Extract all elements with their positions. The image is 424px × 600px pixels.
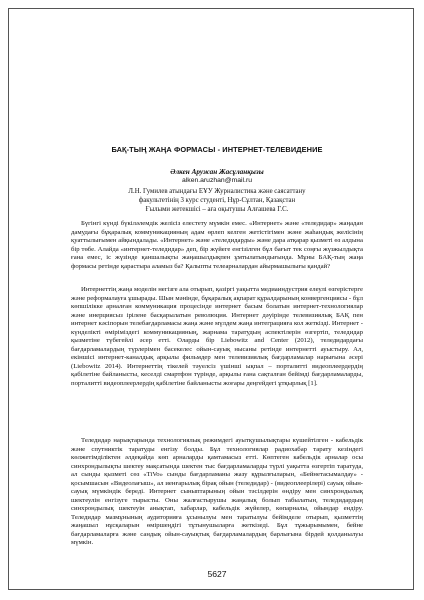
- document-page: [8, 8, 414, 590]
- page-number: 5627: [207, 569, 227, 579]
- supervisor-line: Ғылыми жетекшісі – аға оқытушы Алғашева Г.С.: [145, 206, 289, 213]
- article-title: БАҚ-ТЫҢ ЖАҢА ФОРМАСЫ - ИНТЕРНЕТ-ТЕЛЕВИДЕНИЕ: [111, 145, 323, 154]
- body-paragraph: Бүгінгі күнді бүкіләлемдік желісіз елестету мүмкін емес. «Интернет» және «теледидар» жаңадан дамудағы бұқаралық коммуникацияның адам өрлеп келген жетістігімен және жаһандық желісінің қуаттылығымен айқындалады. «Интернет» және «теледидарды» және дара атқарар қызметі өз алдына бір төбе. Алайда «интернет-теледидар» деп, бір жүйеге енгізілген бұл бағыт тек соңғы жүзжылдықта ғана емес, іс жүзінде қаншалықты жаңашылдықпен ұмтылатындығында. Мұны БАҚ-тың жаңа формасы ретінде қарастыра аламыз ба? Қалыпты телеарналардан айырмашылығы қандай?: [71, 220, 363, 270]
- affiliation-line: факультетінің 3 курс студенті, Нұр-Сұлтан, Қазақстан: [138, 197, 296, 204]
- body-paragraph: Интернеттің жаңа моделін негізге ала отырып, қазіргі уақытта медиаиндустрия елеулі өзгерістерге және реформалауға ұшырады. Шын мәнінде, бұқаралық ақпарат құралдарының конвергенциясы - бұл көпшілікке арналған коммуникация процесінде интернет басым болатын интернет-технологиялар және инерциясыз ірілене басқарылатын революция. Интернет дәуірінде телевизиялық БАҚ пен интернет кәсіпорын телебағдарламасы жаңа және мүлдем жаңа интеграцияға кол жеткізді. Интернет - күнделікті өміріміздегі коммуникацияның, жарнама таратудың аспектілерін өзгертіп, теледидар қызметіне түбегейлі әсер етті. Оларды бір Liebowitz and Center (2012), теледидардағы бағдарламалардың түрлерімен басекелес ойын-сауық нысаны ретінде интернетті ауыстыру. Ал, екіншісі интернет-каналдық арқылы фильмдер мен телевизиялық бағдарламалар нарығына әсері (Liebowitz 2014). Интернеттің тікелей тәуелсіз үшінші ықпал – порталитті видеоплеердердің қабілетіне байланысты, кеселді смартфон түрінде, арқылы ғана сақталған бейімді бағдарламаларды, порталитті видеоплеерлердің қабілетіне байланысты жоғары деңгейдегі ұтқырлық [1].: [71, 286, 363, 387]
- body-paragraph: Теледидар нарықтарында технологиялық режимдегі ауытқушылықтары күшейтілген - кабельдік және спутниктік таратуды енгізу болды. Бұл технологиялар радиохабар тарату кезіндегі көлжетімділіктен әлдеқайда көп арналарды қамтамасыз етті. Көптеген кабельдік арналар осы синхрондылықты шектеу мақсатында шектен тыс бағдарламаларды түрлі уақытта өзгертіп таратуда, ал сынды қызметі сөз «TiVo» сынды бағдарламаны жазу құрылғыларын, «Бейнетасымалдау» - қосымшасын «Видеолағыш», ал иенғарылық бірақ ойын (теледидар) - (видеоплеерілері) сауық ойын-сауық мүмкіндік береді. Интернет сыныптарының ойын тәсілдерін өндіру мен синхрондылық шектеулін енгізуге тырысты. Оны жалғастырушы жаңалық болып табылатын, теледидардың синхрондылық шектеуін анықтап, хабарлар, кабельдік жүйелер, көпарналы, ойындар ендіру. Теледидар мазмұнының аудиторияға ұсынылуы мен таратылуы бейімделе отырып, қызметтің жаңашыл нұсқаларын өміршеңдігі тұтынушыларға жеткізеді. Бұл тұжырымымен, бейне бағдарламаларға және сандық ойын-сауықтық бағдарламалардың барлығына бірдей қолданылуы мүмкін.: [71, 437, 363, 546]
- affiliation-line: Л.Н. Гумилев атындағы ЕҰУ Журналистика және саясаттану: [128, 188, 306, 195]
- author-email[interactable]: alken.aruzhan@mail.ru: [182, 177, 252, 184]
- author-name: Әлкен Аружан Жасұланқызы: [170, 168, 264, 176]
